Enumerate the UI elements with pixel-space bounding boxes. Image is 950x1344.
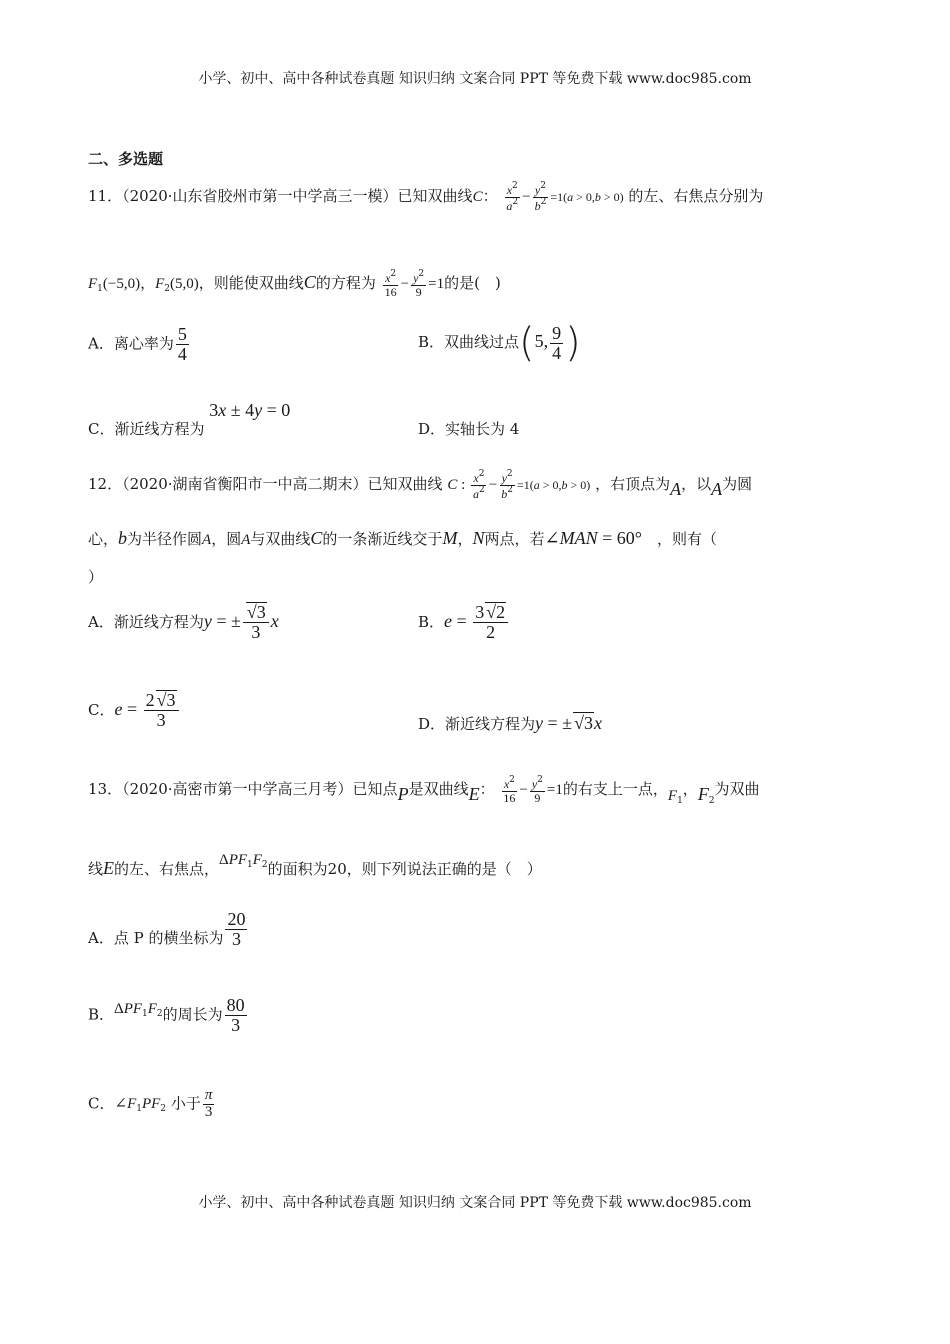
curve-name: C: [303, 272, 316, 293]
question-source: （2020·山东省胶州市第一中学高三一模）: [122, 187, 398, 206]
option-label: B．双曲线过点: [418, 333, 520, 351]
question-text: 为半径作圆: [127, 530, 203, 548]
question-11-line-2: $F_1(-5,0)$，$F_2(5,0)$，则能使双曲线C的方程为 $\frac{x^2}{16}$ − $\frac{y^2}{9}$ =1的是( ): [88, 269, 501, 299]
page-footer: 小学、初中、高中各种试卷真题 知识归纳 文案合同 PPT 等免费下载 www.doc985.com: [198, 1195, 752, 1211]
hyperbola-equation: $\frac{x^2}{16}$ − $\frac{y^2}{9}$ =1: [503, 775, 563, 805]
question-text: 两点，若: [484, 530, 545, 548]
question-text: 的左、右焦点，: [114, 860, 220, 878]
option-11b: B．双曲线过点(5, $\frac{9}{4}$ ): [418, 320, 581, 366]
question-text: 已知双曲线: [367, 475, 443, 494]
question-text: 已知点: [352, 780, 398, 799]
option-12d: D．渐近线方程为y = ± √3x: [418, 713, 602, 733]
option-label: D．渐近线方程为: [418, 715, 536, 733]
question-text: 的右支上一点，: [562, 780, 668, 799]
question-text: 与双曲线: [250, 530, 311, 548]
question-text: ，以: [681, 475, 712, 494]
option-13c: C．$\angle F_1PF_2$ 小于 $\frac{\pi}{3}$: [88, 1087, 213, 1120]
option-label: A．离心率为: [88, 334, 174, 353]
question-number: 11．: [88, 187, 123, 206]
question-text: ，则能使双曲线: [198, 274, 304, 293]
question-11-line-1: [88, 182, 763, 212]
question-number: 13．: [88, 780, 123, 799]
question-12-line-3: ）: [88, 568, 104, 586]
option-12b: B．e = $\frac{3 √2}{2}$: [418, 602, 510, 642]
question-text: 的面积为20，则下列说法正确的是（ ）: [267, 860, 542, 878]
question-text: 为圆: [722, 475, 753, 494]
focus-f1: $F_1(-5,0)$: [88, 276, 141, 295]
option-label: C．渐近线方程为: [88, 420, 205, 438]
question-text: ，则有（: [656, 530, 717, 548]
question-text: ，圆: [211, 530, 242, 548]
question-source: （2020·高密市第一中学高三月考）: [122, 780, 353, 799]
question-text: ，右顶点为: [595, 475, 671, 494]
question-text: 的是( ): [444, 274, 501, 293]
question-text: ，: [682, 780, 698, 799]
curve-name: C: [472, 189, 483, 206]
option-label: C．: [88, 1094, 115, 1113]
question-text: 为双曲: [714, 780, 760, 799]
question-text: 的一条渐近线交于: [322, 530, 443, 548]
question-source: （2020·湖南省衡阳市一中高二期末）: [122, 475, 368, 494]
target-equation: $\frac{x^2}{16}$ − $\frac{y^2}{9}$ =1: [384, 269, 445, 299]
question-text: 的方程为: [315, 274, 376, 293]
option-11d: D．实轴长为 4: [418, 420, 520, 438]
option-13b: B．$\Delta PF_1F_2$的周长为 $\frac{80}{3}$: [88, 995, 245, 1035]
option-label: C．: [88, 700, 115, 719]
page-header: 小学、初中、高中各种试卷真题 知识归纳 文案合同 PPT 等免费下载 www.doc985.com: [198, 71, 752, 87]
question-text: 已知双曲线: [397, 187, 473, 206]
option-label: B．: [88, 1005, 115, 1024]
angle-condition: ∠MAN = 60°: [544, 528, 642, 548]
question-12-line-2: 心，b为半径作圆A，圆A与双曲线C的一条渐近线交于M，N两点，若∠MAN = 60° ，则有（: [88, 528, 717, 548]
question-text: 的左、右焦点分别为: [628, 187, 764, 206]
question-text: ，: [457, 530, 473, 548]
question-text: 小于: [170, 1094, 201, 1113]
option-label: A．渐近线方程为: [88, 612, 204, 631]
section-title: 二、多选题: [88, 150, 164, 168]
hyperbola-equation: $\frac{x^2}{a^2}$ − $\frac{y^2}{b^2}$ =1(a > 0,b > 0): [506, 181, 624, 213]
option-13a: A．点 P 的横坐标为 $\frac{20}{3}$: [88, 909, 246, 949]
option-11a: [88, 325, 191, 364]
triangle-pf1f2: $\Delta PF_1F_2$: [219, 852, 268, 870]
question-text: 线: [88, 860, 104, 878]
question-13-line-1: 13．（2020·高密市第一中学高三月考）已知点P是双曲线E： $\frac{x^2}{16}$ − $\frac{y^2}{9}$ =1的右支上一点，$F_1$，$F_2$为双曲: [88, 775, 760, 807]
question-text: ：: [479, 780, 495, 799]
question-text: ：: [482, 187, 498, 206]
option-label: B．: [418, 612, 445, 631]
hyperbola-equation: C : $\frac{x^2}{a^2}$ − $\frac{y^2}{b^2}$ =1(a > 0,b > 0): [447, 469, 591, 501]
option-12a: A．渐近线方程为y = ± $\frac{√3}{3}$ x: [88, 602, 279, 642]
question-13-line-2: 线E的左、右焦点，$\Delta PF_1F_2$的面积为20，则下列说法正确的是（ ）: [88, 852, 542, 878]
question-text: 是双曲线: [408, 780, 469, 799]
question-number: 12．: [88, 475, 123, 494]
option-label: A．点 P 的横坐标为: [88, 929, 224, 948]
asymptote-equation: 3x ± 4y = 0: [209, 400, 291, 420]
question-12-line-1: 12．（2020·湖南省衡阳市一中高二期末）已知双曲线 C : $\frac{x^2}{a^2}$ − $\frac{y^2}{b^2}$ =1(a > 0,b > 0) ，右顶点为A，以A为圆: [88, 469, 753, 501]
question-text: 的周长为: [162, 1005, 223, 1024]
option-11c: [88, 400, 291, 438]
focus-f2: $F_2(5,0)$: [155, 276, 199, 295]
option-12c: C．e = $\frac{2 √3}{3}$: [88, 690, 181, 730]
question-text: 心，: [88, 530, 119, 548]
fraction: $\frac{5}{4}$: [177, 324, 187, 364]
